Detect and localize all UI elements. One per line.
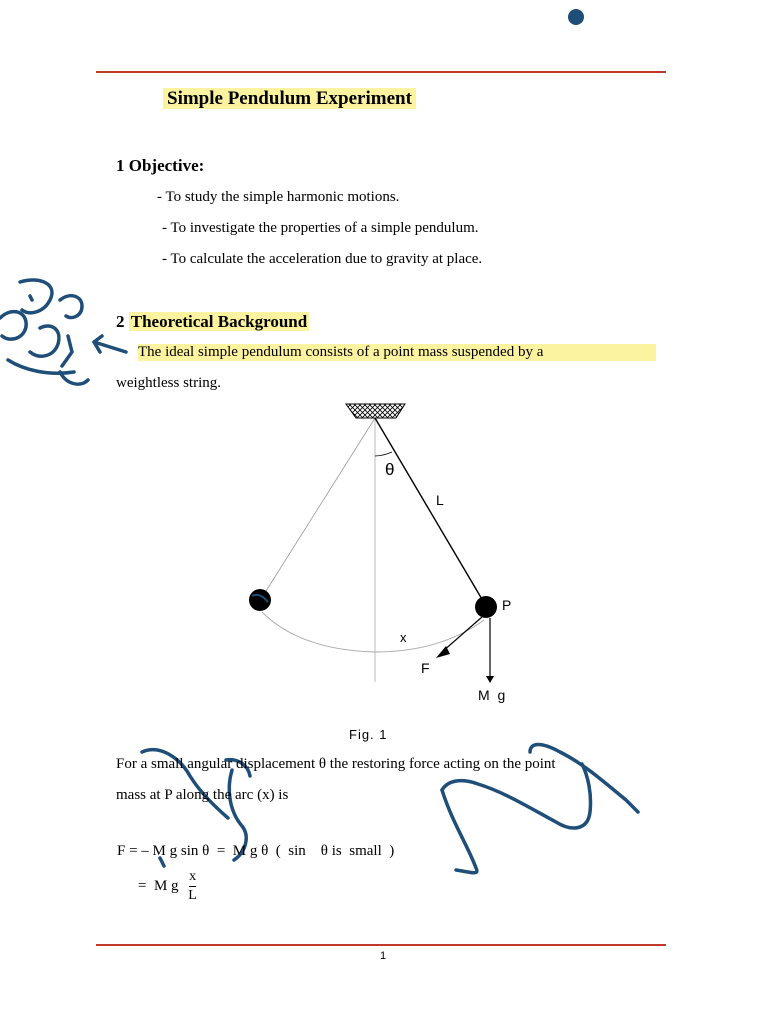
- figure-caption: Fig. 1: [349, 727, 388, 742]
- background-paragraph-line1: The ideal simple pendulum consists of a point mass suspended by a: [138, 344, 656, 361]
- equation-2: [138, 870, 197, 903]
- force-label: F: [421, 660, 430, 676]
- bob-left: [249, 589, 271, 611]
- objective-item: - To study the simple harmonic motions.: [157, 189, 400, 205]
- body-line2: mass at P along the arc (x) is: [116, 787, 289, 803]
- ink-scribble-left: [0, 280, 126, 384]
- bob-right: [475, 596, 497, 618]
- point-p-label: P: [502, 597, 512, 613]
- length-label: L: [436, 492, 444, 508]
- equation-1: F = – M g sin θ = M g θ ( sin θ is small ): [117, 843, 395, 859]
- arc-x-label: x: [400, 630, 407, 645]
- fraction-numerator: x: [189, 870, 196, 887]
- theta-arc: [375, 452, 392, 456]
- body-line1: For a small angular displacement θ the restoring force acting on the point: [116, 756, 556, 772]
- fraction-x-over-l: [188, 870, 197, 903]
- pendulum-support: [346, 404, 405, 418]
- page-title: Simple Pendulum Experiment: [163, 88, 416, 110]
- objective-heading: 1 Objective:: [116, 156, 205, 175]
- string-left-position: [261, 418, 375, 599]
- equation-2-prefix: = M g: [138, 878, 179, 894]
- objective-item: - To calculate the acceleration due to gravity at place.: [162, 251, 483, 267]
- force-vector: [442, 617, 482, 652]
- swing-arc: [262, 612, 484, 652]
- background-paragraph-line2: weightless string.: [116, 375, 221, 391]
- string: [375, 418, 486, 606]
- ink-dot: [568, 9, 584, 25]
- background-title: Theoretical Background: [130, 312, 308, 331]
- force-arrowhead: [436, 646, 450, 658]
- page-number: 1: [380, 950, 387, 962]
- weight-arrowhead: [486, 676, 494, 683]
- objective-item: - To investigate the properties of a simple pendulum.: [162, 220, 479, 236]
- theta-label: θ: [385, 460, 395, 479]
- background-number: 2: [116, 312, 125, 331]
- weight-label: M g: [478, 687, 508, 703]
- fraction-denominator: L: [188, 888, 197, 903]
